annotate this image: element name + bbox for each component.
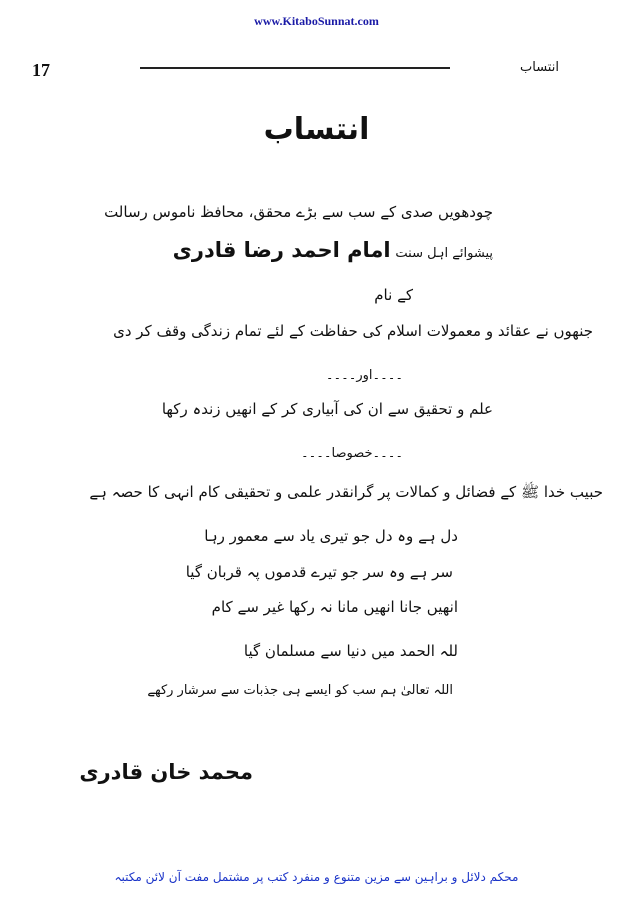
page-title: انتساب [263,112,370,147]
poem-line-3: انھیں جانا انھیں مانا نہ رکھا غیر سے کام [211,598,458,616]
separator-especially: ۔۔۔۔خصوصا۔۔۔۔ [301,446,403,461]
site-url: www.KitaboSunnat.com [254,14,379,28]
dedication-line-6: علم و تحقیق سے ان کی آبیاری کر کے انھیں زندہ رکھا [161,400,493,418]
dedication-line-3: کے نام [374,286,413,304]
dedication-line-4: جنھوں نے عقائد و معمولات اسلام کی حفاظت کے لئے تمام زندگی وقف کر دی [113,322,593,340]
signature: محمد خان قادری [79,760,253,784]
separator-and: ۔۔۔۔اور۔۔۔۔ [325,368,403,383]
closing-prayer: اللہ تعالیٰ ہم سب کو ایسے ہی جذبات سے سرشار رکھے [147,683,453,698]
header-rule [140,67,450,69]
footer-tagline: محکم دلائل و براہین سے مزین متنوع و منفرد کتب پر مشتمل مفت آن لائن مکتبہ [114,870,519,884]
dedication-line-1: چودھویں صدی کے سب سے بڑے محقق، محافظ ناموس رسالت [104,203,493,221]
honorific-prefix: پیشوائے اہل سنت [395,246,493,261]
poem-line-1: دل ہے وہ دل جو تیری یاد سے معمور رہا [204,527,458,545]
running-title: انتساب [520,60,559,75]
dedicatee-name: امام احمد رضا قادری [172,238,391,262]
poem-line-4: للہ الحمد میں دنیا سے مسلمان گیا [243,642,458,660]
dedication-line-2 [173,238,493,262]
dedication-line-8: حبیب خدا ﷺ کے فضائل و کمالات پر گرانقدر علمی و تحقیقی کام انہی کا حصہ ہے [89,483,603,501]
poem-line-2: سر ہے وہ سر جو تیرے قدموں پہ قربان گیا [185,563,453,581]
page-number: 17 [32,60,50,80]
